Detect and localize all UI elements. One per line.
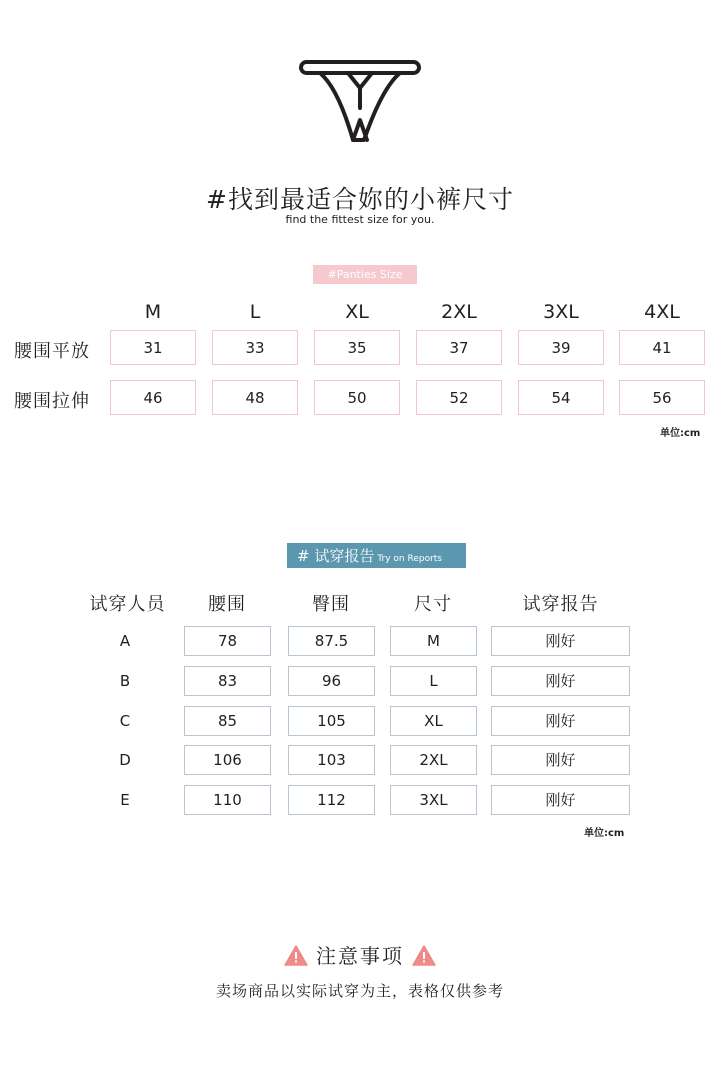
report-result-cell: 刚好 [491,745,630,775]
panties-size-badge: #Panties Size [313,265,417,284]
report-size-cell: 2XL [390,745,477,775]
row-label-waist-stretch: 腰围拉伸 [14,391,90,412]
warning-icon [412,945,436,966]
report-header-waist: 腰围 [208,594,246,615]
try-on-badge-main: # 试穿报告 [297,547,375,565]
report-hip-cell: 105 [288,706,375,736]
size-cell: 41 [619,330,705,365]
try-on-reports-badge [287,543,466,568]
report-person: B [119,672,131,690]
size-unit-label: 单位:cm [660,428,701,439]
size-cell: 50 [314,380,400,415]
notice-title-text: 注意事项 [316,944,404,968]
size-cell: 54 [518,380,604,415]
report-waist-cell: 110 [184,785,271,815]
size-cell: 56 [619,380,705,415]
notice-body: 卖场商品以实际试穿为主，表格仅供参考 [215,982,504,1000]
report-result-cell: 刚好 [491,785,630,815]
size-cell: 39 [518,330,604,365]
report-waist-cell: 83 [184,666,271,696]
report-hip-cell: 87.5 [288,626,375,656]
report-size-cell: 3XL [390,785,477,815]
report-person: A [119,632,131,650]
report-person: D [119,751,131,769]
notice-title [0,940,720,969]
report-hip-cell: 103 [288,745,375,775]
panties-icon [298,58,422,144]
report-person: E [120,791,130,809]
report-header-result: 试穿报告 [522,594,599,615]
size-cell: 37 [416,330,502,365]
size-header-3xl: 3XL [543,301,579,323]
report-unit-label: 单位:cm [584,828,625,839]
size-header-l: L [249,301,261,323]
report-hip-cell: 112 [288,785,375,815]
size-cell: 31 [110,330,196,365]
page-subtitle: find the fittest size for you. [285,213,435,226]
size-cell: 33 [212,330,298,365]
warning-icon [284,945,308,966]
try-on-badge-sub: Try on Reports [377,554,443,564]
report-hip-cell: 96 [288,666,375,696]
size-header-xl: XL [345,301,369,323]
size-cell: 52 [416,380,502,415]
report-header-hip: 臀围 [312,594,350,615]
size-cell: 35 [314,330,400,365]
report-result-cell: 刚好 [491,626,630,656]
size-header-4xl: 4XL [644,301,680,323]
report-size-cell: XL [390,706,477,736]
report-header-person: 试穿人员 [89,594,166,615]
report-size-cell: L [390,666,477,696]
report-waist-cell: 85 [184,706,271,736]
report-result-cell: 刚好 [491,666,630,696]
size-header-m: M [144,301,162,323]
report-waist-cell: 78 [184,626,271,656]
size-cell: 46 [110,380,196,415]
report-person: C [119,712,131,730]
row-label-waist-flat: 腰围平放 [14,341,90,362]
report-size-cell: M [390,626,477,656]
report-result-cell: 刚好 [491,706,630,736]
size-cell: 48 [212,380,298,415]
size-header-2xl: 2XL [441,301,477,323]
page-title: #找到最适合妳的小裤尺寸 [206,185,514,214]
report-waist-cell: 106 [184,745,271,775]
report-header-size: 尺寸 [414,594,452,615]
